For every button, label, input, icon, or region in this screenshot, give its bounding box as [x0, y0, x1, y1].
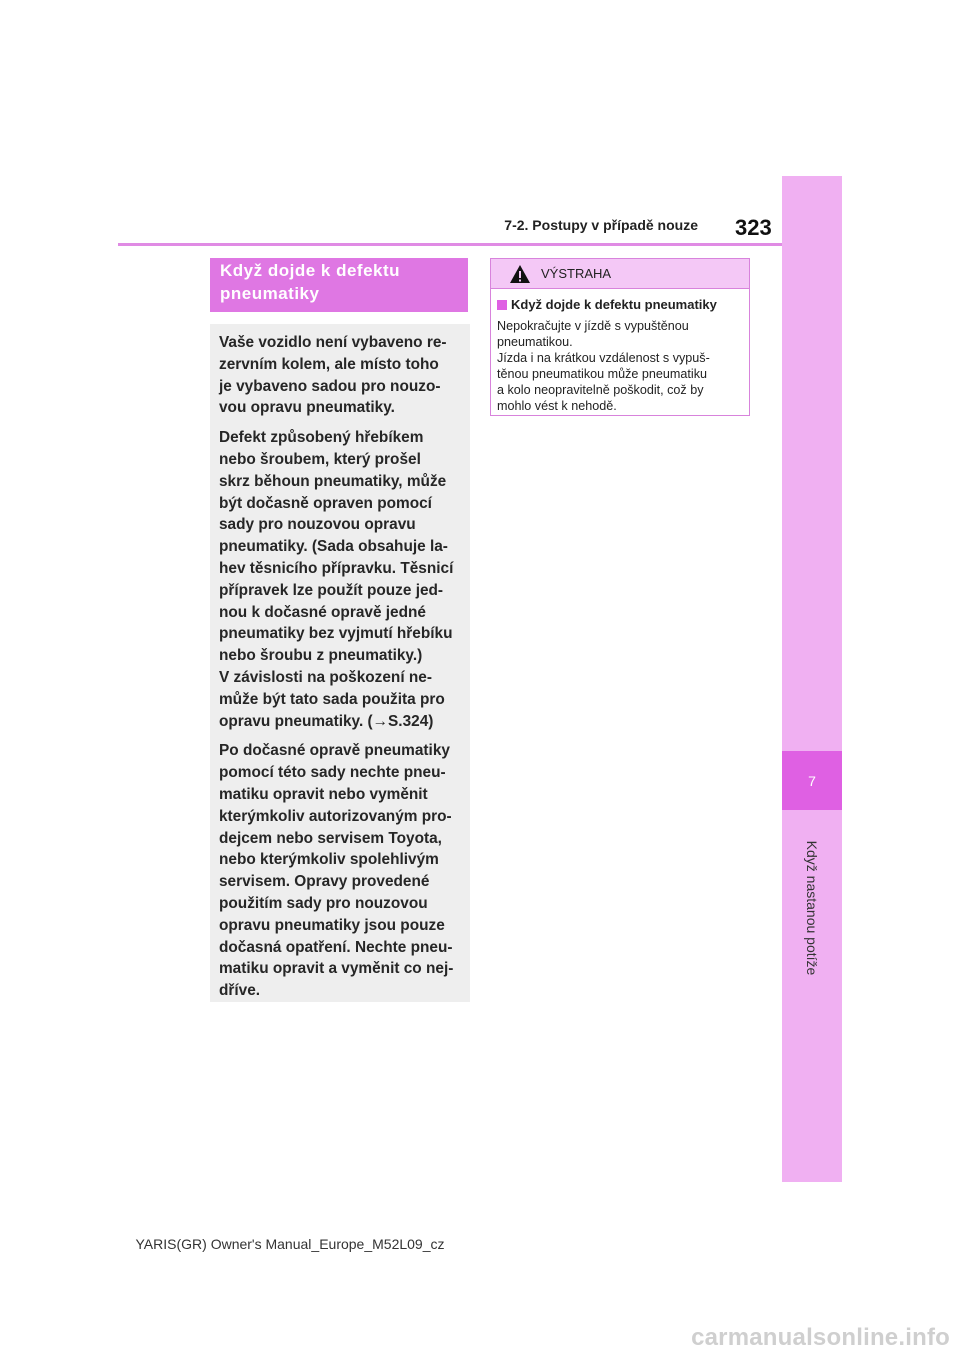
warning-line: a kolo neopravitelně poškodit, což by [497, 383, 704, 397]
section-heading-line: Když dojde k defektu [220, 261, 401, 280]
footer-manual-id: YARIS(GR) Owner's Manual_Europe_M52L09_cz [135, 1236, 445, 1252]
warning-box [490, 258, 750, 416]
header-divider [118, 243, 782, 246]
section-heading [210, 258, 468, 312]
warning-subheading [497, 297, 749, 312]
chapter-number-tab[interactable]: 7 [782, 751, 842, 810]
body-paragraph [219, 332, 462, 419]
body-line: zervním kolem, ale místo toho [219, 355, 439, 373]
warning-line: Jízda i na krátkou vzdálenost s vypuš- [497, 351, 710, 365]
body-line: přípravek lze použít pouze jed- [219, 581, 444, 599]
section-heading-line: pneumatiky [220, 284, 320, 303]
body-paragraph [219, 427, 462, 732]
warning-triangle-icon [509, 264, 531, 284]
chapter-side-tab [782, 176, 842, 1182]
body-line: nebo šroubem, který prošel [219, 450, 421, 468]
watermark[interactable]: carmanualsonline.info [691, 1324, 950, 1351]
warning-line: Nepokračujte v jízdě s vypuštěnou [497, 319, 689, 333]
body-line: nebo kterýmkoliv spolehlivým [219, 851, 439, 869]
body-line: skrz běhoun pneumatiky, může [219, 472, 447, 490]
body-line: vou opravu pneumatiky. [219, 399, 395, 417]
body-line: matiku opravit nebo vyměnit [219, 785, 428, 803]
body-line: Vaše vozidlo není vybaveno re- [219, 334, 447, 351]
chapter-label: Když nastanou potíže [804, 840, 820, 976]
body-line: pneumatiky bez vyjmutí hřebíku [219, 625, 453, 643]
warning-header [491, 259, 749, 289]
warning-text [497, 318, 743, 414]
warning-subheading-text: Když dojde k defektu pneumatiky [511, 297, 717, 312]
body-line: kterýmkoliv autorizovaným pro- [219, 807, 452, 825]
body-line: nebo šroubu z pneumatiky.) [219, 647, 423, 665]
body-line: dejcem nebo servisem Toyota, [219, 829, 442, 847]
body-line: pomocí této sady nechte pneu- [219, 764, 446, 782]
page-reference-link[interactable]: opravu pneumatiky. (→S.324) [219, 712, 434, 730]
bullet-square-icon [497, 300, 507, 310]
body-line: pneumatiky. (Sada obsahuje la- [219, 538, 448, 556]
warning-line: těnou pneumatikou může pneumatiku [497, 367, 708, 381]
body-line: opravu pneumatiky jsou pouze [219, 916, 445, 934]
section-header: 7-2. Postupy v případě nouze [504, 217, 698, 233]
body-line: může být tato sada použita pro [219, 690, 445, 708]
body-line: V závislosti na poškození ne- [219, 668, 432, 686]
body-line: dočasná opatření. Nechte pneu- [219, 938, 453, 956]
body-line: nou k dočasné opravě jedné [219, 603, 426, 621]
body-line: být dočasně opraven pomocí [219, 494, 432, 512]
page-number: 323 [735, 215, 772, 240]
body-line: je vybaveno sadou pro nouzo- [219, 377, 441, 395]
body-paragraph [219, 740, 462, 1002]
body-line: Po dočasné opravě pneumatiky [219, 742, 450, 760]
body-line: Defekt způsobený hřebíkem [219, 429, 424, 447]
section-body [210, 324, 470, 1002]
body-line: hev těsnicího přípravku. Těsnicí [219, 559, 454, 577]
body-line: servisem. Opravy provedené [219, 873, 430, 891]
warning-title: VÝSTRAHA [541, 266, 612, 281]
body-line: matiku opravit a vyměnit co nej- [219, 960, 454, 978]
body-line: sady pro nouzovou opravu [219, 516, 416, 534]
body-line: dříve. [219, 982, 261, 1000]
body-line: použitím sady pro nouzovou [219, 894, 428, 912]
warning-line: mohlo vést k nehodě. [497, 399, 617, 413]
warning-line: pneumatikou. [497, 335, 573, 349]
